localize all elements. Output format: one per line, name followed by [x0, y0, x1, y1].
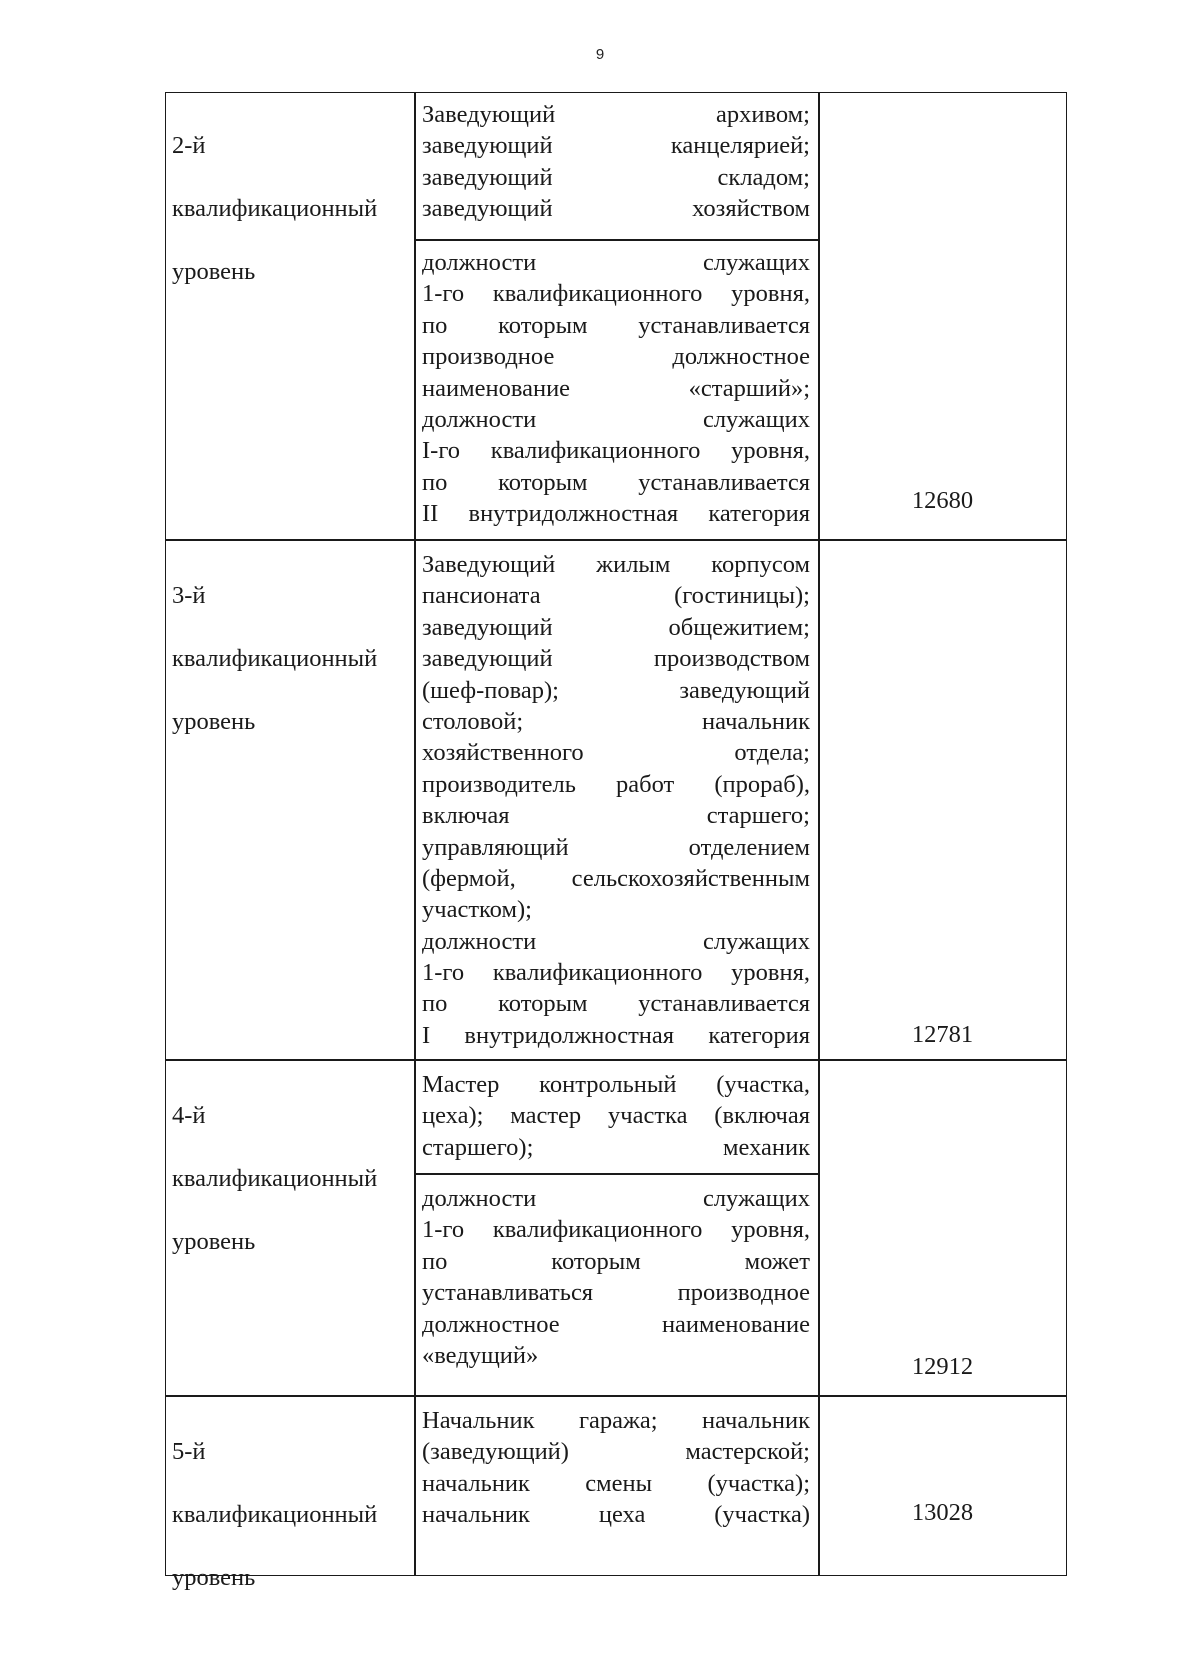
salary-value: 12912	[911, 1353, 974, 1380]
positions-cell: должности служащих 1-го квалификационного уровня, по которым устанавливается производное должностное наименование «старший»; должности служащих I-го квалификационного уровня, по которым устанавливается II внутридолжностная категория	[422, 249, 810, 528]
salary-value: 13028	[911, 1499, 974, 1526]
row-divider	[166, 1059, 1066, 1061]
positions-cell: Мастер контрольный (участка, цеха); мастер участка (включая старшего); механик	[422, 1071, 810, 1161]
row-divider	[166, 1395, 1066, 1397]
page-number: 9	[595, 46, 605, 63]
qualification-table	[165, 92, 1067, 1591]
level-label: 3-й квалификационный уровень	[172, 582, 378, 735]
level-label: 2-й квалификационный уровень	[172, 132, 378, 285]
positions-cell: должности служащих 1-го квалификационного уровня, по которым может устанавливаться производное должностное наименование «ведущий»	[422, 1185, 810, 1369]
column-divider	[414, 93, 416, 1575]
positions-cell: Заведующий архивом; заведующий канцелярией; заведующий складом; заведующий хозяйством	[422, 101, 810, 223]
subrow-divider	[414, 1173, 819, 1175]
positions-cell: Начальник гаража; начальник (заведующий) мастерской; начальник смены (участка); начальник цеха (участка)	[422, 1407, 810, 1529]
subrow-divider	[414, 239, 819, 241]
level-label: 4-й квалификационный уровень	[172, 1102, 378, 1255]
row-divider	[166, 539, 1066, 541]
salary-value: 12680	[911, 487, 974, 514]
salary-value: 12781	[911, 1021, 974, 1048]
positions-cell: Заведующий жилым корпусом пансионата (гостиницы); заведующий общежитием; заведующий производством (шеф-повар); заведующий столовой; начальник хозяйственного отдела; производитель работ (прораб), включая старшего; управляющий отделением (фермой, сельскохозяйственным участком); должности служащих 1-го квалификационного уровня, по которым устанавливается I внутридолжностная категория	[422, 551, 810, 1049]
level-label: 5-й квалификационный уровень	[172, 1438, 378, 1591]
